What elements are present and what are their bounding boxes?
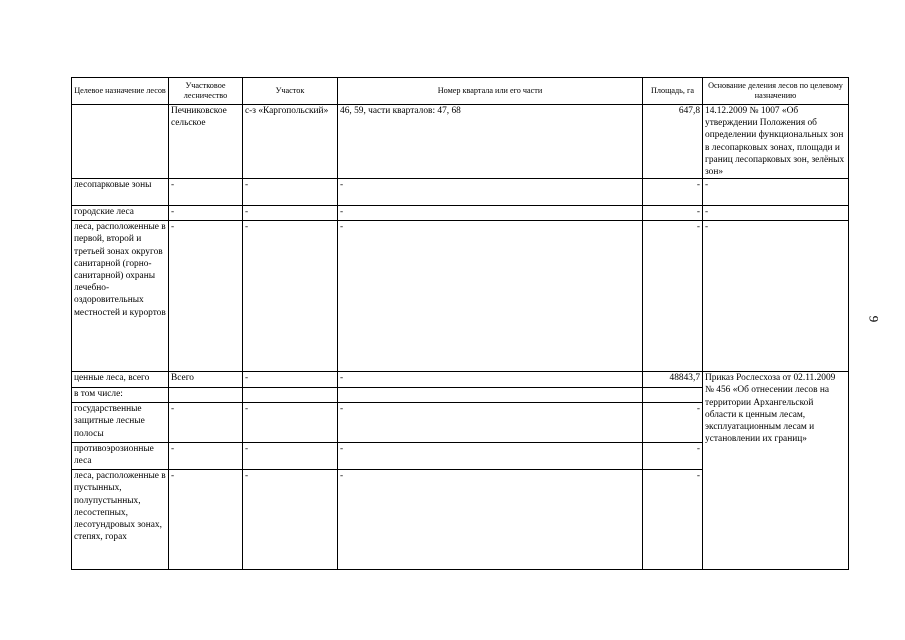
table-row <box>72 105 849 179</box>
forest-purpose-table <box>71 77 849 570</box>
cell-area: - <box>643 403 703 443</box>
cell-section: - <box>243 372 338 388</box>
cell-district: - <box>169 179 243 206</box>
cell-area: - <box>643 179 703 206</box>
header-row <box>72 78 849 105</box>
cell-basis: 14.12.2009 № 1007 «Об утверждении Положения об определении функциональных зон в лесопарковых зонах, площади и границ лесопарковых зон, зелёных зон» <box>703 105 849 179</box>
cell-area: 647,8 <box>643 105 703 179</box>
cell-district: Печниковское сельское <box>169 105 243 179</box>
cell-purpose: в том числе: <box>72 388 169 403</box>
cell-area: - <box>643 221 703 372</box>
cell-section: - <box>243 443 338 470</box>
cell-district: Всего <box>169 372 243 388</box>
cell-section <box>243 388 338 403</box>
header-purpose: Целевое назначение лесов <box>72 78 169 105</box>
cell-purpose: леса, расположенные в первой, второй и третьей зонах округов санитарной (горно-санитарной) охраны лечебно-оздоровительных местностей и курортов <box>72 221 169 372</box>
cell-area: - <box>643 206 703 221</box>
cell-quarter: - <box>338 403 643 443</box>
cell-district: - <box>169 403 243 443</box>
cell-section: - <box>243 470 338 570</box>
cell-district: - <box>169 221 243 372</box>
cell-purpose: леса, расположенные в пустынных, полупустынных, лесостепных, лесотундровых зонах, степях, горах <box>72 470 169 570</box>
header-section: Участок <box>243 78 338 105</box>
cell-purpose: городские леса <box>72 206 169 221</box>
cell-quarter: - <box>338 221 643 372</box>
table-row <box>72 206 849 221</box>
cell-quarter: - <box>338 443 643 470</box>
cell-area: 48843,7 <box>643 372 703 388</box>
cell-section: - <box>243 403 338 443</box>
table-row <box>72 221 849 372</box>
cell-quarter <box>338 388 643 403</box>
cell-quarter: - <box>338 372 643 388</box>
cell-section: - <box>243 179 338 206</box>
page-number: 9 <box>866 315 882 323</box>
cell-area <box>643 388 703 403</box>
cell-purpose: ценные леса, всего <box>72 372 169 388</box>
cell-district <box>169 388 243 403</box>
cell-quarter: 46, 59, части кварталов: 47, 68 <box>338 105 643 179</box>
cell-basis: - <box>703 221 849 372</box>
cell-purpose: противоэрозионные леса <box>72 443 169 470</box>
header-quarter: Номер квартала или его части <box>338 78 643 105</box>
cell-section: - <box>243 221 338 372</box>
cell-area: - <box>643 443 703 470</box>
header-basis: Основание деления лесов по целевому назначению <box>703 78 849 105</box>
cell-district: - <box>169 206 243 221</box>
cell-basis: Приказ Рослесхоза от 02.11.2009 № 456 «Об отнесении лесов на территории Архангельской области к ценным лесам, эксплуатационным лесам и установлении их границ» <box>703 372 849 570</box>
header-area: Площадь, га <box>643 78 703 105</box>
cell-area: - <box>643 470 703 570</box>
cell-purpose: государственные защитные лесные полосы <box>72 403 169 443</box>
table-row <box>72 372 849 388</box>
cell-district: - <box>169 443 243 470</box>
cell-section: - <box>243 206 338 221</box>
cell-purpose <box>72 105 169 179</box>
cell-district: - <box>169 470 243 570</box>
header-district: Участковое лесничество <box>169 78 243 105</box>
cell-quarter: - <box>338 470 643 570</box>
cell-basis: - <box>703 206 849 221</box>
cell-basis: - <box>703 179 849 206</box>
cell-quarter: - <box>338 179 643 206</box>
cell-quarter: - <box>338 206 643 221</box>
cell-purpose: лесопарковые зоны <box>72 179 169 206</box>
cell-section: с-з «Каргопольский» <box>243 105 338 179</box>
table-row <box>72 179 849 206</box>
